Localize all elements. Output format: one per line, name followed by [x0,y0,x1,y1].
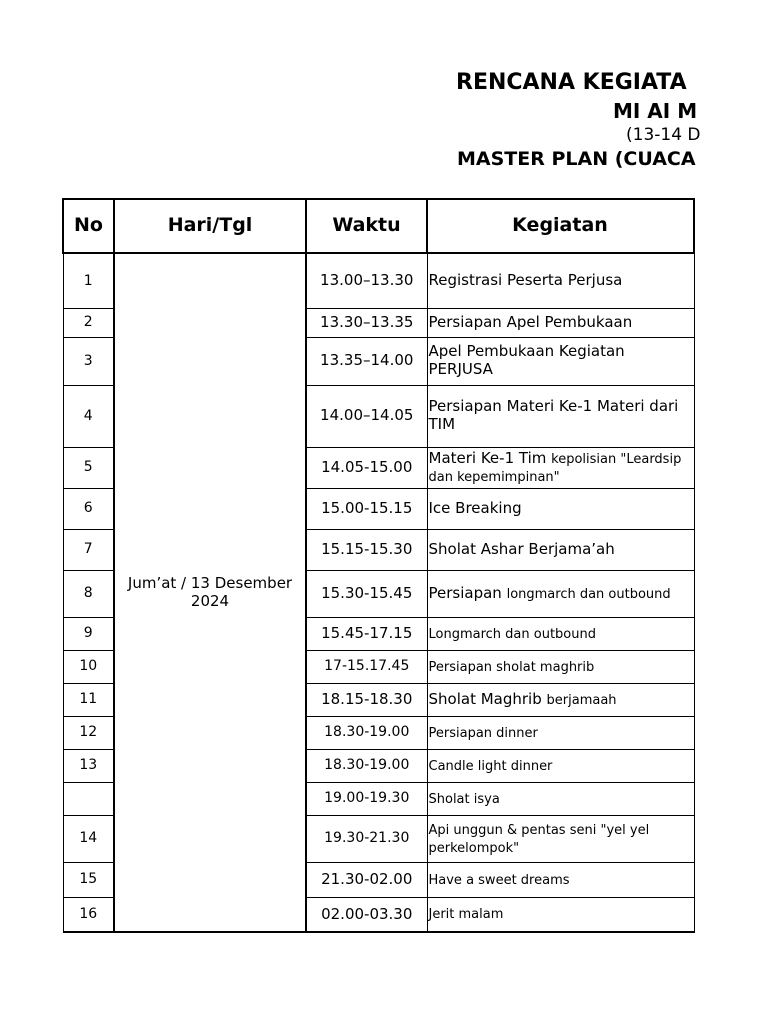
time-cell: 02.00-03.30 [306,897,427,932]
activity-cell: Jerit malam [427,897,694,932]
time-cell: 21.30-02.00 [306,862,427,897]
date-range: (13-14 D [626,125,701,145]
column-header-activity: Kegiatan [427,199,694,253]
activity-cell: Sholat Ashar Berjama’ah [427,529,694,570]
row-number: 15 [63,862,114,897]
activity-cell: Persiapan Apel Pembukaan [427,308,694,337]
row-number: 12 [63,716,114,749]
school-name: MI AI M [613,99,698,123]
activity-cell: Have a sweet dreams [427,862,694,897]
activity-cell: Persiapan longmarch dan outbound [427,570,694,617]
row-number [63,782,114,815]
activity-cell: Materi Ke-1 Tim kepolisian "Leardsip dan kepemimpinan" [427,447,694,488]
time-cell: 19.00-19.30 [306,782,427,815]
row-number: 9 [63,617,114,650]
row-number: 7 [63,529,114,570]
activity-cell: Apel Pembukaan Kegiatan PERJUSA [427,337,694,385]
time-cell: 15.15-15.30 [306,529,427,570]
row-number: 6 [63,488,114,529]
time-cell: 18.15-18.30 [306,683,427,716]
activity-cell: Sholat Maghrib berjamaah [427,683,694,716]
time-cell: 18.30-19.00 [306,716,427,749]
row-number: 4 [63,385,114,447]
document-title: RENCANA KEGIATA [456,70,687,95]
time-cell: 14.00–14.05 [306,385,427,447]
activity-cell: Api unggun & pentas seni "yel yel perkelompok" [427,815,694,862]
time-cell: 19.30-21.30 [306,815,427,862]
row-number: 16 [63,897,114,932]
time-cell: 13.35–14.00 [306,337,427,385]
column-header-no: No [63,199,114,253]
activity-cell: Sholat isya [427,782,694,815]
activity-cell: Persiapan sholat maghrib [427,650,694,683]
activity-cell: Longmarch dan outbound [427,617,694,650]
master-plan-title: MASTER PLAN (CUACA [457,148,696,170]
day-date-cell: Jum’at / 13 Desember 2024 [114,253,306,932]
time-cell: 13.00–13.30 [306,253,427,308]
activity-cell: Registrasi Peserta Perjusa [427,253,694,308]
schedule-table [62,198,695,933]
table-row [63,253,694,308]
activity-cell: Candle light dinner [427,749,694,782]
column-header-time: Waktu [306,199,427,253]
activity-cell: Ice Breaking [427,488,694,529]
time-cell: 14.05-15.00 [306,447,427,488]
row-number: 3 [63,337,114,385]
row-number: 2 [63,308,114,337]
activity-cell: Persiapan dinner [427,716,694,749]
row-number: 8 [63,570,114,617]
row-number: 10 [63,650,114,683]
time-cell: 15.30-15.45 [306,570,427,617]
row-number: 14 [63,815,114,862]
header-row [63,199,694,253]
row-number: 11 [63,683,114,716]
time-cell: 17-15.17.45 [306,650,427,683]
time-cell: 15.00-15.15 [306,488,427,529]
row-number: 1 [63,253,114,308]
time-cell: 18.30-19.00 [306,749,427,782]
time-cell: 15.45-17.15 [306,617,427,650]
row-number: 5 [63,447,114,488]
activity-cell: Persiapan Materi Ke-1 Materi dari TIM [427,385,694,447]
column-header-day: Hari/Tgl [114,199,306,253]
row-number: 13 [63,749,114,782]
time-cell: 13.30–13.35 [306,308,427,337]
